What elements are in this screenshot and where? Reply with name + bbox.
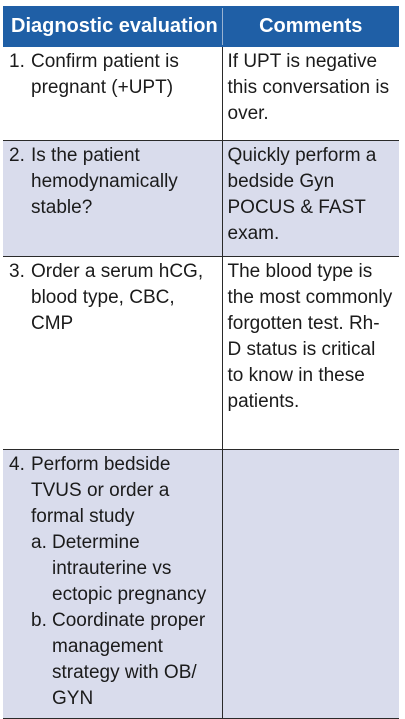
evaluation-cell xyxy=(3,46,222,140)
table-row xyxy=(3,449,399,718)
evaluation-cell xyxy=(3,449,222,718)
table-row xyxy=(3,256,399,449)
step-text: Is the patient hemodynamically stable? xyxy=(31,144,178,218)
evaluation-cell xyxy=(3,140,222,256)
header-diagnostic-evaluation: Diagnostic evaluation xyxy=(3,7,222,46)
sub-item-text: Determine intrauterine vs ectopic pregnancy xyxy=(52,531,207,605)
diagnostic-table xyxy=(3,6,399,719)
table-row xyxy=(3,46,399,140)
comment-cell: If UPT is negative this conversation is over. xyxy=(222,46,399,140)
comment-cell: Quickly perform a bedside Gyn POCUS & FAST exam. xyxy=(222,140,399,256)
comment-cell xyxy=(222,449,399,718)
evaluation-cell xyxy=(3,256,222,449)
sub-item-letter: b. xyxy=(31,609,47,631)
sub-item-text: Coordinate proper management strategy with OB/ GYN xyxy=(52,609,206,709)
step-text: Order a serum hCG, blood type, CBC, CMP xyxy=(31,260,204,334)
sub-item-letter: a. xyxy=(31,531,47,553)
table-row xyxy=(3,140,399,256)
step-text: Confirm patient is pregnant (+UPT) xyxy=(31,51,179,98)
comment-cell: The blood type is the most commonly forgotten test. Rh-D status is critical to know in these patients. xyxy=(222,256,399,449)
step-number: 4. xyxy=(9,453,25,475)
sub-item xyxy=(31,530,216,608)
step-number: 2. xyxy=(9,144,25,166)
step-text: Perform bedside TVUS or order a formal study xyxy=(31,453,171,527)
step-number: 1. xyxy=(9,51,25,72)
header-comments: Comments xyxy=(222,7,399,46)
step-number: 3. xyxy=(9,260,25,282)
table-header-row xyxy=(3,7,399,46)
sub-item xyxy=(31,608,216,712)
